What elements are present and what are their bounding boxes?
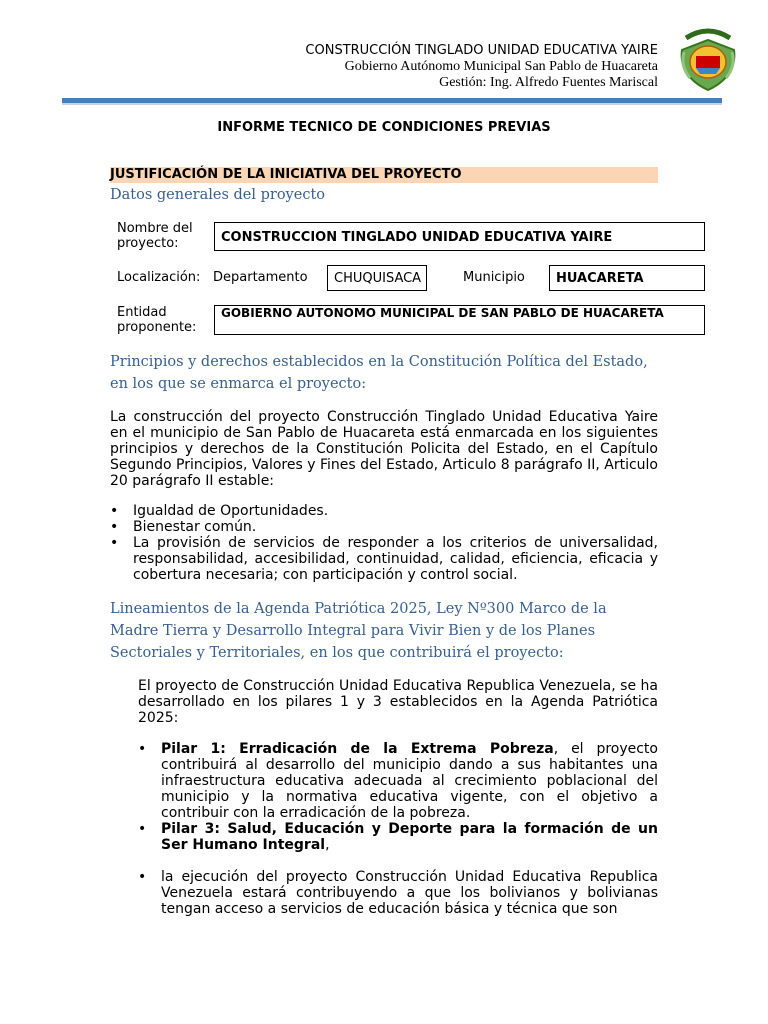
- justification-heading: JUSTIFICACIÓN DE LA INICIATIVA DEL PROYECTO: [110, 167, 658, 183]
- lineamientos-heading: Lineamientos de la Agenda Patriótica 2025, Ley Nº300 Marco de la Madre Tierra y Desarrollo Integral para Vivir Bien y de los Planes Sectoriales y Territoriales, en los que contribuirá el proyecto:: [110, 601, 607, 661]
- list-item: • Pilar 1: Erradicación de la Extrema Pobreza, el proyecto contribuirá al desarrollo del municipio dando a sus habitantes una infraestructura educativa adecuada al crecimiento poblacional del municipio y la normativa educativa vigente, con el objetivo a contribuir con la erradicación de la pobreza.: [138, 741, 658, 821]
- document-header: [305, 42, 658, 91]
- lineamientos-paragraph: El proyecto de Construcción Unidad Educativa Republica Venezuela, se ha desarrollado en los pilares 1 y 3 establecidos en la Agenda Patriótica 2025:: [138, 678, 658, 726]
- bullet-icon: •: [138, 821, 147, 837]
- bullet-icon: •: [110, 503, 119, 519]
- list-item: • Igualdad de Oportunidades.: [110, 503, 329, 519]
- bullet-icon: •: [138, 869, 147, 885]
- bullet-icon: •: [110, 519, 119, 535]
- header-title: CONSTRUCCIÓN TINGLADO UNIDAD EDUCATIVA YAIRE: [305, 43, 658, 58]
- principios-list: [110, 503, 658, 583]
- municipio-value: HUACARETA: [549, 265, 705, 291]
- datos-heading: Datos generales del proyecto: [110, 187, 326, 203]
- departamento-value: CHUQUISACA: [327, 265, 427, 291]
- principios-paragraph: La construcción del proyecto Construcción Tinglado Unidad Educativa Yaire en el municipio de San Pablo de Huacareta está enmarcada en los siguientes principios y derechos de la Constitución Policita del Estado, en el Capítulo Segundo Principios, Valores y Fines del Estado, Articulo 8 parágrafo II, Articulo 20 parágrafo II estable:: [110, 409, 658, 489]
- nombre-label: Nombre del proyecto:: [117, 221, 193, 251]
- bullet-icon: •: [110, 535, 119, 551]
- list-item: • La provisión de servicios de responder a los criterios de universalidad, responsabilidad, accesibilidad, continuidad, calidad, eficiencia, eficacia y cobertura necesaria; con participación y control social.: [110, 535, 658, 583]
- list-item: • Pilar 3: Salud, Educación y Deporte para la formación de un Ser Humano Integral,: [138, 821, 658, 853]
- header-municipality: Gobierno Autónomo Municipal San Pablo de Huacareta: [344, 59, 658, 74]
- bullet-icon: •: [138, 741, 147, 757]
- header-rule-grey: [62, 103, 722, 105]
- departamento-label: Departamento: [213, 270, 308, 285]
- entidad-label: Entidad proponente:: [117, 305, 197, 335]
- list-item: • Bienestar común.: [110, 519, 257, 535]
- principios-heading: Principios y derechos establecidos en la Constitución Política del Estado, en los que se enmarca el proyecto:: [110, 354, 648, 392]
- entidad-value: GOBIERNO AUTONOMO MUNICIPAL DE SAN PABLO DE HUACARETA: [214, 305, 705, 335]
- report-title: INFORME TECNICO DE CONDICIONES PREVIAS: [217, 120, 551, 135]
- list-item: • la ejecución del proyecto Construcción Unidad Educativa Republica Venezuela estará contribuyendo a que los bolivianos y bolivianas tengan acceso a servicios de educación básica y técnica que son: [138, 869, 658, 917]
- municipal-seal-logo: [676, 22, 740, 92]
- header-management: Gestión: Ing. Alfredo Fuentes Mariscal: [439, 75, 658, 90]
- localizacion-label: Localización:: [117, 270, 201, 285]
- nombre-value: CONSTRUCCION TINGLADO UNIDAD EDUCATIVA YAIRE: [214, 222, 705, 251]
- municipio-label: Municipio: [463, 270, 525, 285]
- pilares-list: [138, 741, 658, 917]
